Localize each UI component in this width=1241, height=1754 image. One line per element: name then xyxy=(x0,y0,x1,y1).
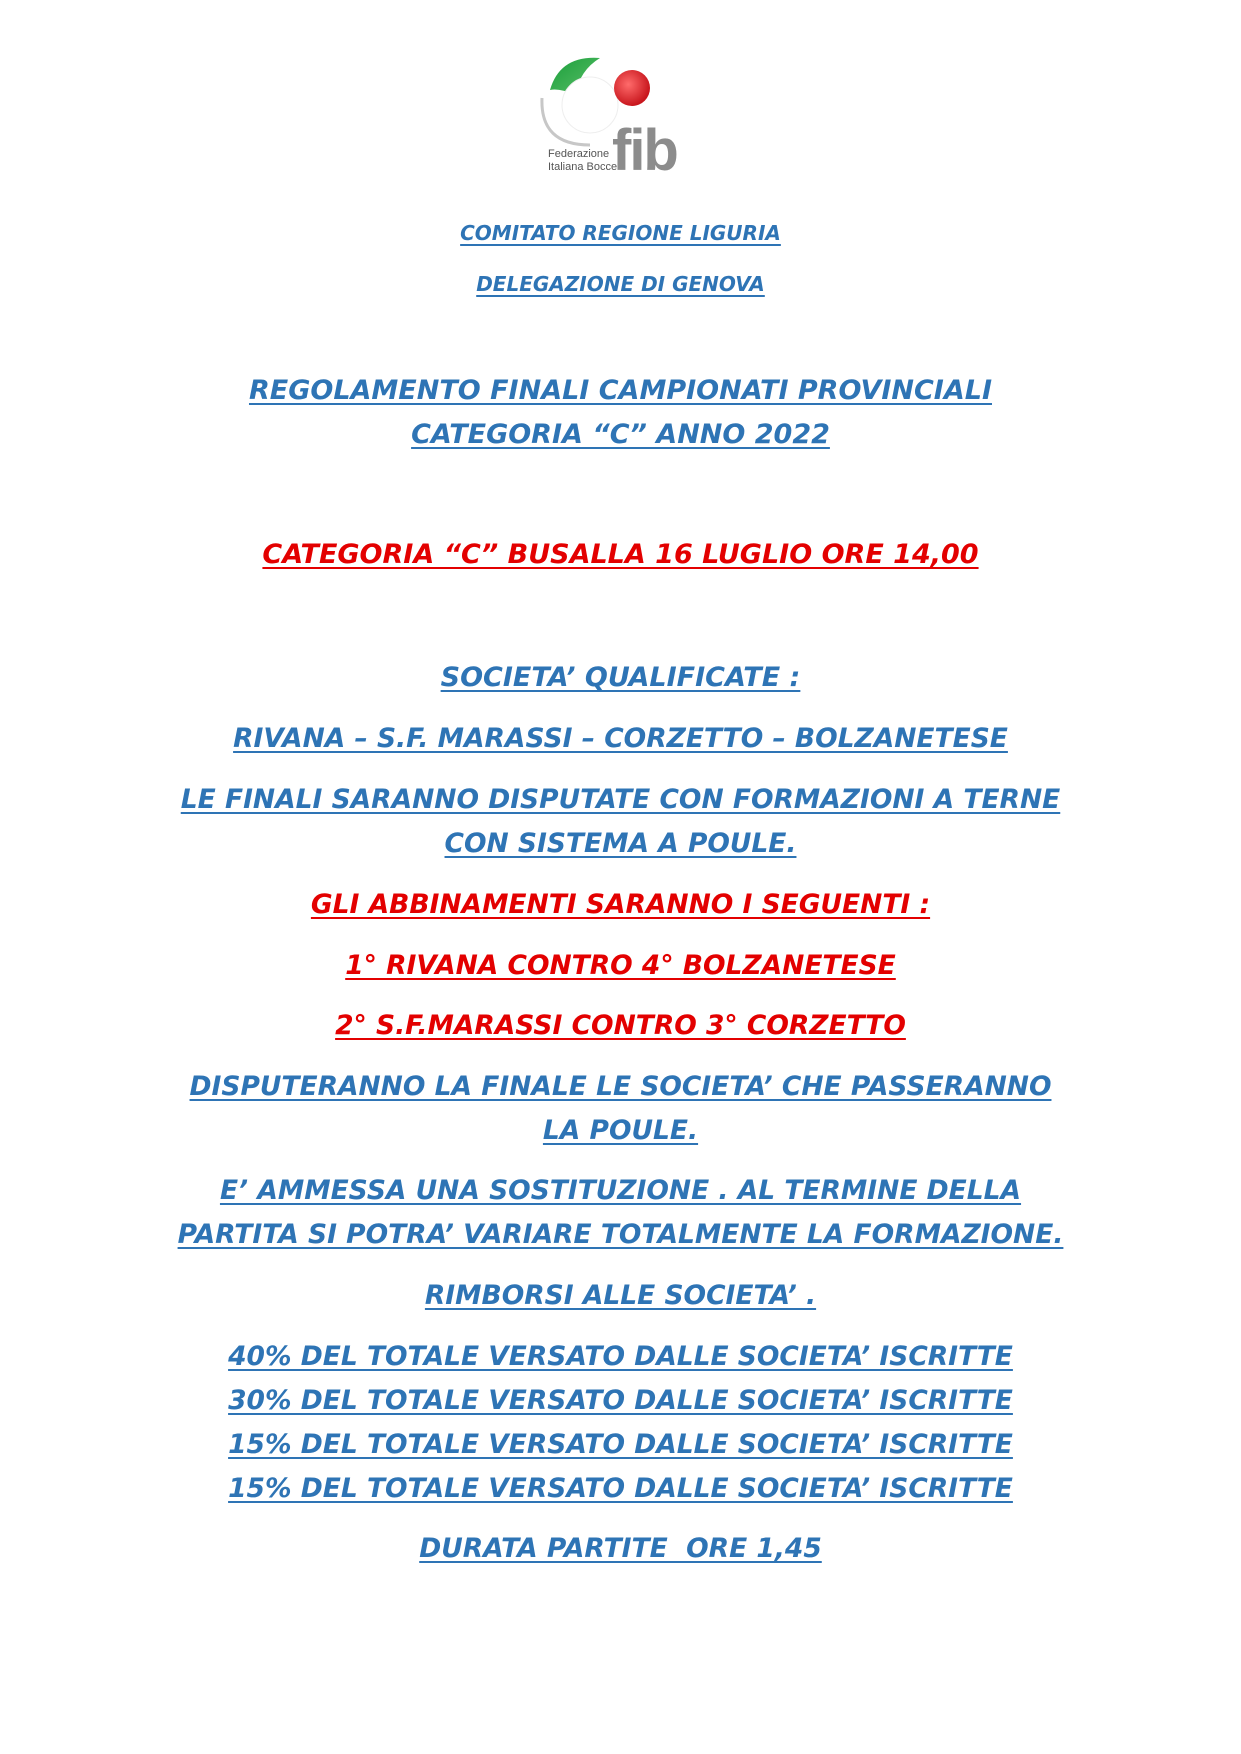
event-line: CATEGORIA “C” BUSALLA 16 LUGLIO ORE 14,00 xyxy=(262,539,979,570)
fib-logo xyxy=(520,50,720,195)
pairing-match2: 2° S.F.MARASSI CONTRO 3° CORZETTO xyxy=(335,1010,906,1041)
delegation-line: DELEGAZIONE DI GENOVA xyxy=(476,272,765,296)
white-ball xyxy=(562,77,618,133)
format-line1: LE FINALI SARANNO DISPUTATE CON FORMAZIONI A TERNE xyxy=(180,784,1061,815)
format-line2: CON SISTEMA A POULE. xyxy=(444,828,797,859)
pairings-heading: GLI ABBINAMENTI SARANNO I SEGUENTI : xyxy=(310,889,931,920)
logo-name-line1: Federazione xyxy=(548,148,610,160)
committee-line: COMITATO REGIONE LIGURIA xyxy=(460,221,781,245)
refund-item: 30% DEL TOTALE VERSATO DALLE SOCIETA’ ISCRITTE xyxy=(228,1385,1013,1416)
red-ball xyxy=(614,70,650,106)
fib-wordmark: fib xyxy=(612,118,677,183)
final-rule-line1: DISPUTERANNO LA FINALE LE SOCIETA’ CHE PASSERANNO xyxy=(189,1071,1052,1102)
substitution-line1: E’ AMMESSA UNA SOSTITUZIONE . AL TERMINE DELLA xyxy=(219,1175,1022,1206)
refund-item: 15% DEL TOTALE VERSATO DALLE SOCIETA’ ISCRITTE xyxy=(228,1429,1013,1460)
document-title-line2: CATEGORIA “C” ANNO 2022 xyxy=(411,419,830,450)
refunds-heading: RIMBORSI ALLE SOCIETA’ . xyxy=(424,1280,817,1311)
refund-item: 15% DEL TOTALE VERSATO DALLE SOCIETA’ ISCRITTE xyxy=(228,1473,1013,1504)
qualified-teams: RIVANA – S.F. MARASSI – CORZETTO – BOLZANETESE xyxy=(233,723,1008,754)
substitution-line2: PARTITA SI POTRA’ VARIARE TOTALMENTE LA FORMAZIONE. xyxy=(177,1219,1064,1250)
logo-name-line2: Italiana Bocce xyxy=(548,161,618,173)
pairing-match1: 1° RIVANA CONTRO 4° BOLZANETESE xyxy=(345,950,896,981)
refund-item: 40% DEL TOTALE VERSATO DALLE SOCIETA’ ISCRITTE xyxy=(228,1341,1013,1372)
final-rule-line2: LA POULE. xyxy=(542,1115,699,1146)
match-duration: DURATA PARTITE ORE 1,45 xyxy=(419,1533,822,1564)
document-title-line1: REGOLAMENTO FINALI CAMPIONATI PROVINCIALI xyxy=(248,375,992,406)
qualified-heading: SOCIETA’ QUALIFICATE : xyxy=(440,662,801,693)
